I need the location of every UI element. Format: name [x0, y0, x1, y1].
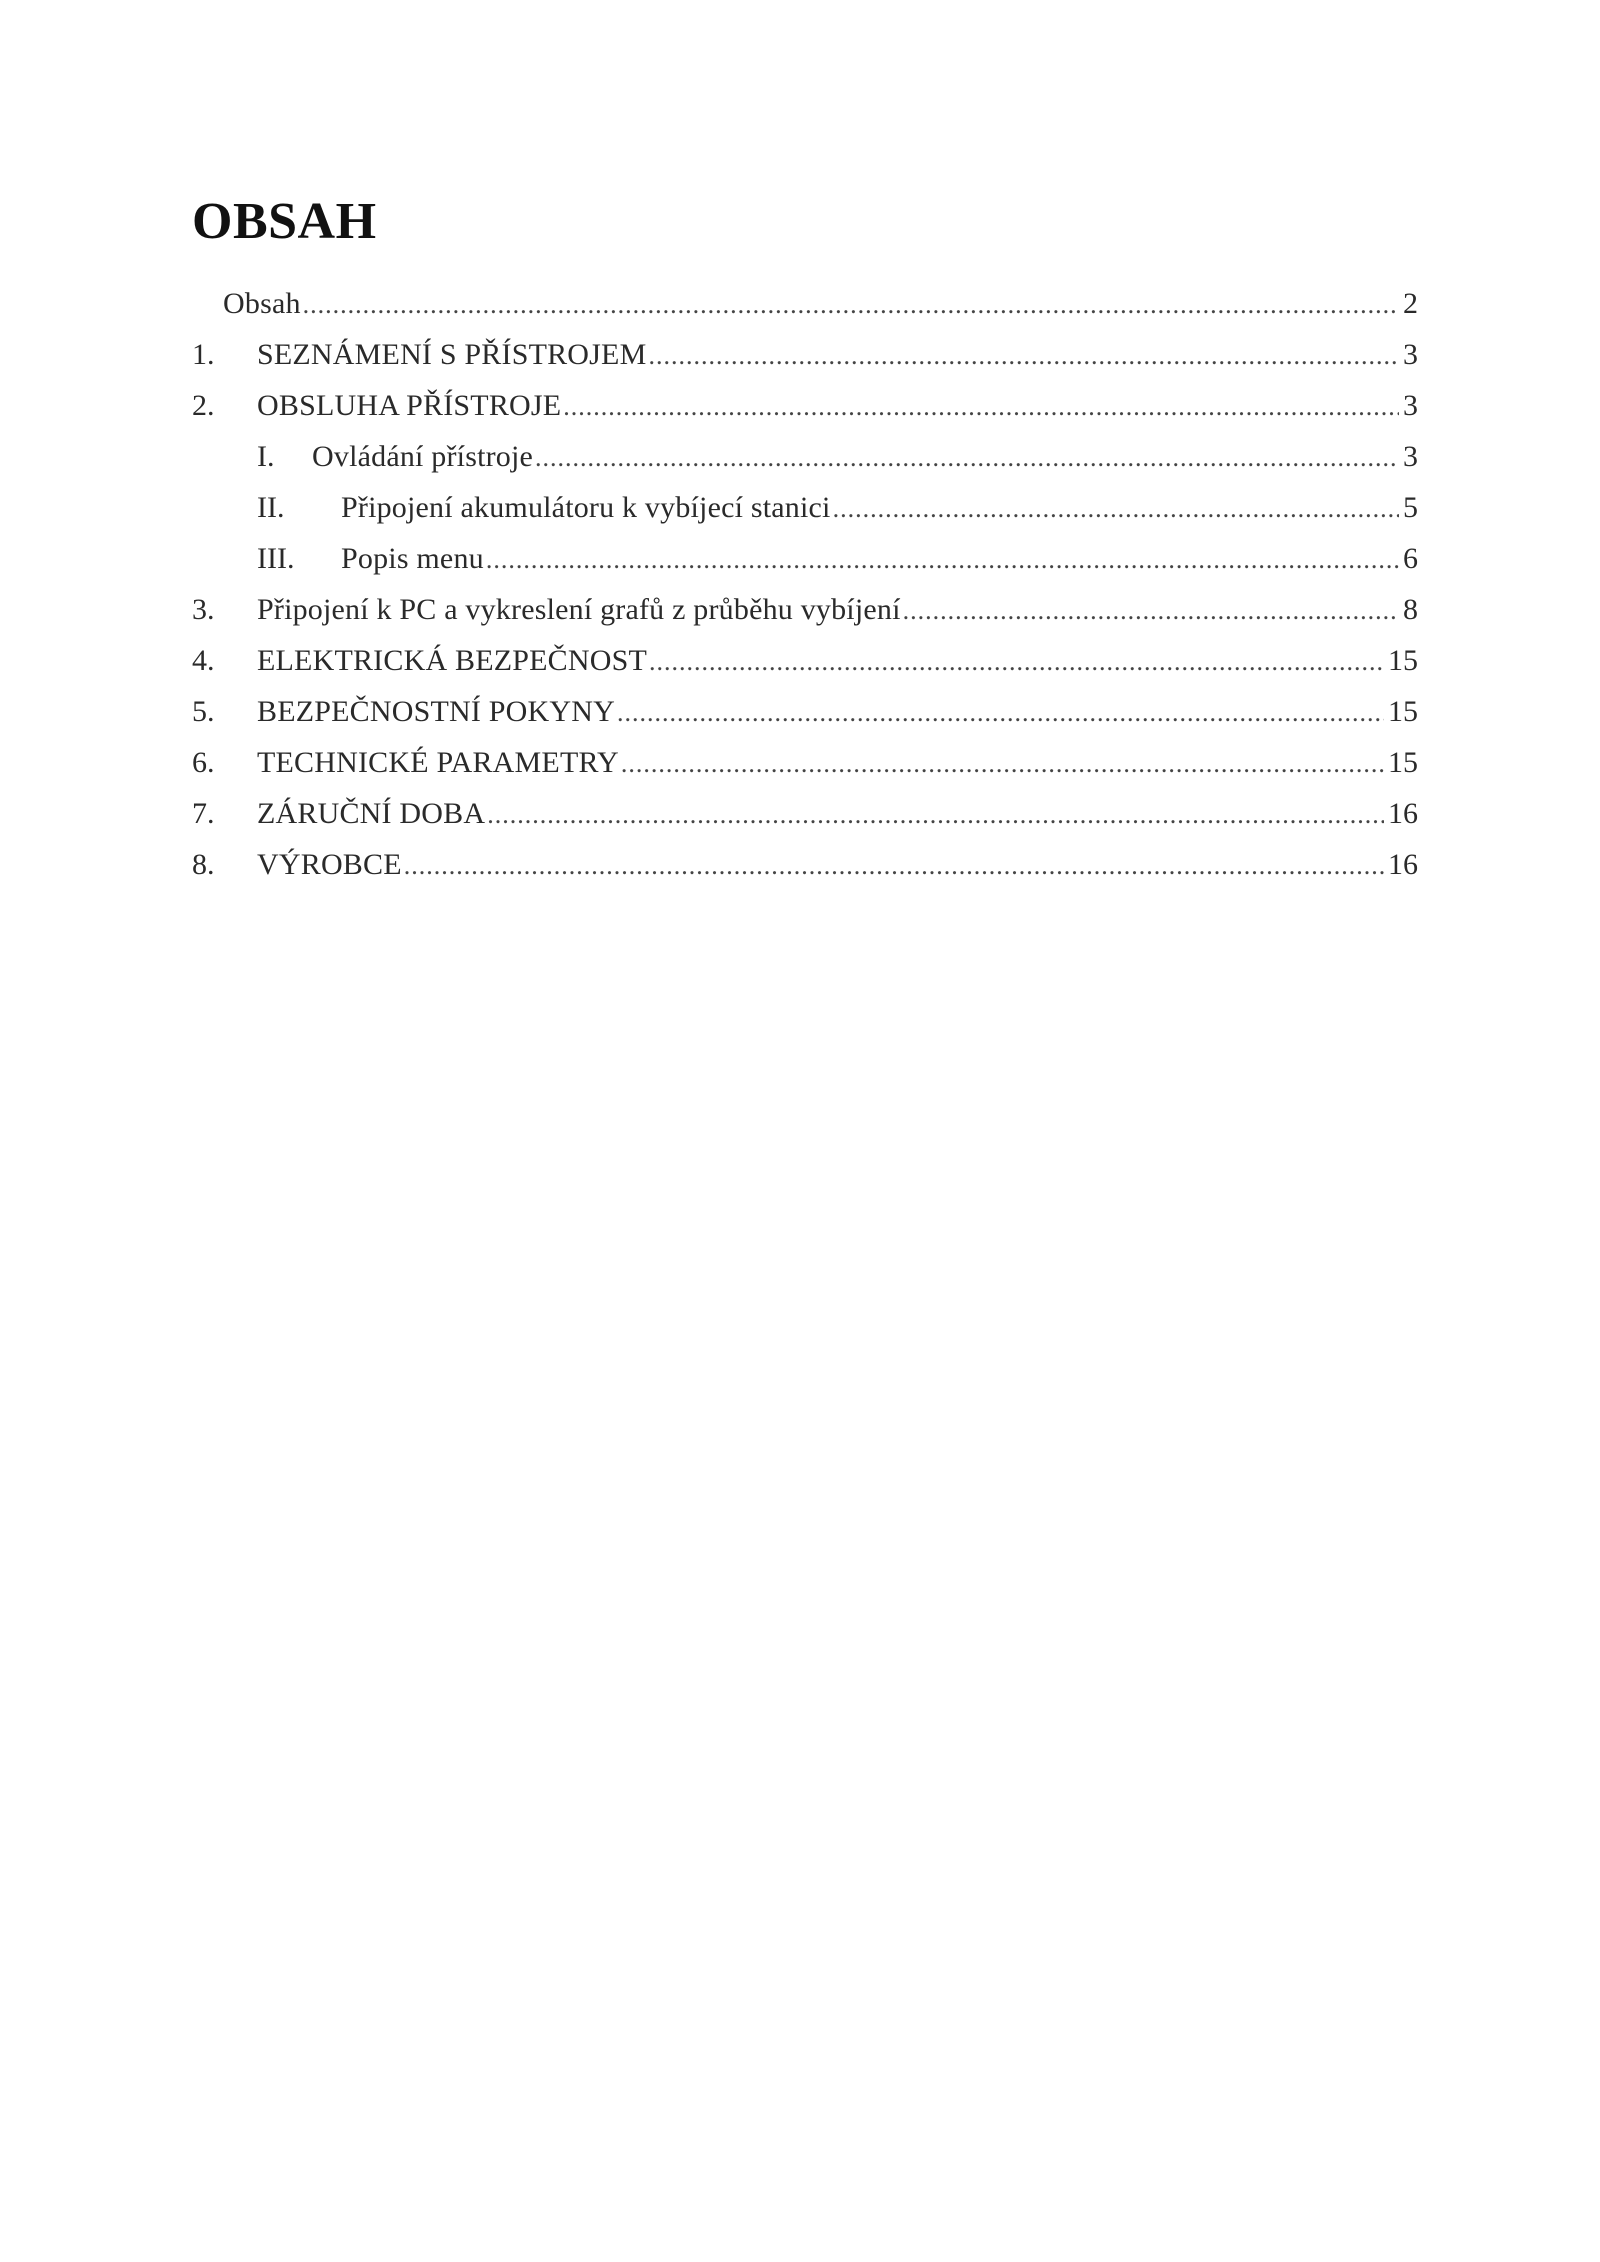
toc-entry-title: Popis menu	[341, 542, 484, 575]
toc-dot-leader	[617, 688, 1384, 738]
toc-entry-title: BEZPEČNOSTNÍ POKYNY	[257, 695, 615, 728]
toc-entry-page: 3	[1403, 338, 1418, 371]
toc-entry-title: Ovládání přístroje	[312, 440, 534, 473]
toc-dot-leader	[621, 739, 1384, 789]
toc-entry-4[interactable]	[192, 636, 1418, 686]
toc-entry-obsah[interactable]	[223, 279, 1418, 329]
toc-entry-2[interactable]	[192, 381, 1418, 431]
toc-entry-title: ZÁRUČNÍ DOBA	[257, 797, 486, 830]
toc-entry-title: Obsah	[223, 287, 301, 320]
toc-entry-page: 3	[1403, 440, 1418, 473]
toc-dot-leader	[487, 790, 1384, 840]
toc-entry-page: 15	[1388, 695, 1418, 728]
toc-entry-number: 4.	[192, 644, 215, 677]
toc-entry-2-ii[interactable]	[257, 483, 1418, 533]
toc-entry-2-iii[interactable]	[257, 534, 1418, 584]
toc-dot-leader	[903, 586, 1399, 636]
toc-entry-page: 15	[1388, 644, 1418, 677]
toc-entry-number: III.	[257, 542, 295, 575]
toc-dot-leader	[486, 535, 1399, 585]
toc-entry-number: II.	[257, 491, 285, 524]
toc-entry-7[interactable]	[192, 789, 1418, 839]
toc-entry-number: 8.	[192, 848, 215, 881]
toc-entry-number: 7.	[192, 797, 215, 830]
toc-entry-title: SEZNÁMENÍ S PŘÍSTROJEM	[257, 338, 647, 371]
toc-entry-6[interactable]	[192, 738, 1418, 788]
toc-dot-leader	[833, 484, 1399, 534]
toc-entry-number: 2.	[192, 389, 215, 422]
toc-entry-title: Připojení akumulátoru k vybíjecí stanici	[341, 491, 831, 524]
toc-entry-number: 5.	[192, 695, 215, 728]
toc-entry-number: 3.	[192, 593, 215, 626]
toc-entry-page: 3	[1403, 389, 1418, 422]
toc-entry-page: 2	[1403, 287, 1418, 320]
toc-entry-title: OBSLUHA PŘÍSTROJE	[257, 389, 562, 422]
toc-dot-leader	[535, 433, 1399, 483]
toc-dot-leader	[648, 331, 1399, 381]
toc-entry-page: 16	[1388, 848, 1418, 881]
toc-entry-5[interactable]	[192, 687, 1418, 737]
toc-entry-title: TECHNICKÉ PARAMETRY	[257, 746, 619, 779]
toc-entry-3[interactable]	[192, 585, 1418, 635]
toc-entry-8[interactable]	[192, 840, 1418, 890]
toc-dot-leader	[563, 382, 1399, 432]
toc-entry-1[interactable]	[192, 330, 1418, 380]
toc-entry-page: 8	[1403, 593, 1418, 626]
toc-entry-number: I.	[257, 440, 275, 473]
toc-entry-number: 1.	[192, 338, 215, 371]
toc-dot-leader	[649, 637, 1384, 687]
toc-heading: OBSAH	[192, 193, 377, 250]
toc-entry-title: Připojení k PC a vykreslení grafů z průběhu vybíjení	[257, 593, 901, 626]
toc-entry-page: 6	[1403, 542, 1418, 575]
toc-entry-page: 15	[1388, 746, 1418, 779]
toc-entry-title: ELEKTRICKÁ BEZPEČNOST	[257, 644, 648, 677]
toc-dot-leader	[303, 280, 1399, 330]
toc-entry-title: VÝROBCE	[257, 848, 402, 881]
toc-entry-page: 16	[1388, 797, 1418, 830]
toc-dot-leader	[404, 841, 1384, 891]
toc-entry-number: 6.	[192, 746, 215, 779]
toc-entry-page: 5	[1403, 491, 1418, 524]
toc-entry-2-i[interactable]	[257, 432, 1418, 482]
